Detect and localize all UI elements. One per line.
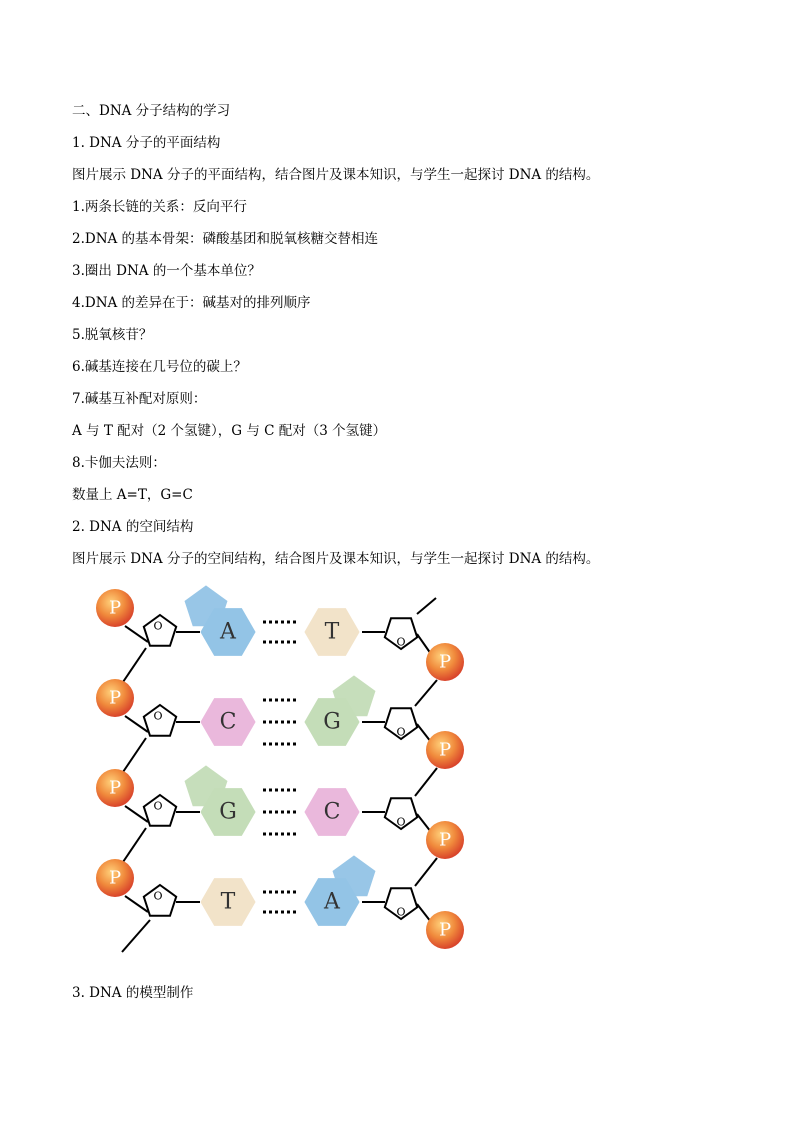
- right-backbone-bond: [417, 724, 431, 742]
- left-backbone-bond: [123, 828, 146, 862]
- subheading-spatial-structure: 2. DNA 的空间结构: [72, 519, 194, 535]
- left-backbone-bond: [123, 648, 146, 682]
- right-backbone-bond: [415, 768, 437, 796]
- right-backbone-bond: [415, 680, 437, 706]
- left-phosphate-group-label: P: [108, 597, 122, 619]
- right-sugar-oxygen-label: O: [396, 905, 406, 919]
- section-heading: 二、DNA 分子结构的学习: [72, 103, 231, 119]
- right-phosphate-group-label: P: [438, 651, 452, 673]
- right-sugar-oxygen-label: O: [396, 725, 406, 739]
- point-7: 7.碱基互补配对原则：: [72, 391, 207, 407]
- right-strand-end: [417, 598, 436, 614]
- point-2: 2.DNA 的基本骨架：磷酸基团和脱氧核糖交替相连: [72, 231, 379, 247]
- paragraph-spatial-intro: 图片展示 DNA 分子的空间结构，结合图片及课本知识，与学生一起探讨 DNA 的结构。: [72, 551, 600, 567]
- right-backbone-bond: [417, 634, 431, 654]
- left-sugar-oxygen-label: O: [153, 709, 163, 723]
- right-base-label: A: [324, 889, 340, 915]
- right-sugar-oxygen-label: O: [396, 635, 406, 649]
- right-backbone-bond: [415, 858, 437, 886]
- subheading-planar-structure: 1. DNA 分子的平面结构: [72, 135, 221, 151]
- left-phosphate-group-label: P: [108, 687, 122, 709]
- left-backbone-bond: [123, 738, 146, 772]
- left-sugar-oxygen-label: O: [153, 619, 163, 633]
- left-sugar-oxygen-label: O: [153, 799, 163, 813]
- point-5: 5.脱氧核苷？: [72, 327, 153, 343]
- left-phosphate-group-label: P: [108, 777, 122, 799]
- dna-double-strand-diagram: [88, 580, 480, 962]
- right-base-label: G: [323, 709, 341, 735]
- chargaff-rule: 数量上 A=T，G=C: [72, 487, 193, 503]
- right-base-label: T: [324, 619, 340, 645]
- point-6: 6.碱基连接在几号位的碳上？: [72, 359, 247, 375]
- left-sugar-oxygen-label: O: [153, 889, 163, 903]
- paragraph-planar-intro: 图片展示 DNA 分子的平面结构，结合图片及课本知识，与学生一起探讨 DNA 的结构。: [72, 167, 600, 183]
- right-base-label: C: [323, 799, 341, 825]
- right-sugar-oxygen-label: O: [396, 815, 406, 829]
- right-phosphate-group-label: P: [438, 919, 452, 941]
- right-backbone-bond: [417, 814, 431, 832]
- point-4: 4.DNA 的差异在于：碱基对的排列顺序: [72, 295, 311, 311]
- point-3: 3.圈出 DNA 的一个基本单位？: [72, 263, 261, 279]
- pairing-rule: A 与 T 配对（2 个氢键），G 与 C 配对（3 个氢键）: [72, 423, 387, 439]
- point-8: 8.卡伽夫法则：: [72, 455, 166, 471]
- left-base-label: A: [220, 619, 236, 645]
- right-backbone-bond: [417, 904, 431, 922]
- subheading-model-making: 3. DNA 的模型制作: [72, 985, 194, 1001]
- left-phosphate-group-label: P: [108, 867, 122, 889]
- left-base-label: T: [220, 889, 236, 915]
- right-phosphate-group-label: P: [438, 829, 452, 851]
- right-phosphate-group-label: P: [438, 739, 452, 761]
- left-strand-end: [122, 920, 150, 952]
- left-base-label: C: [219, 709, 237, 735]
- left-base-label: G: [219, 799, 237, 825]
- point-1: 1.两条长链的关系：反向平行: [72, 199, 247, 215]
